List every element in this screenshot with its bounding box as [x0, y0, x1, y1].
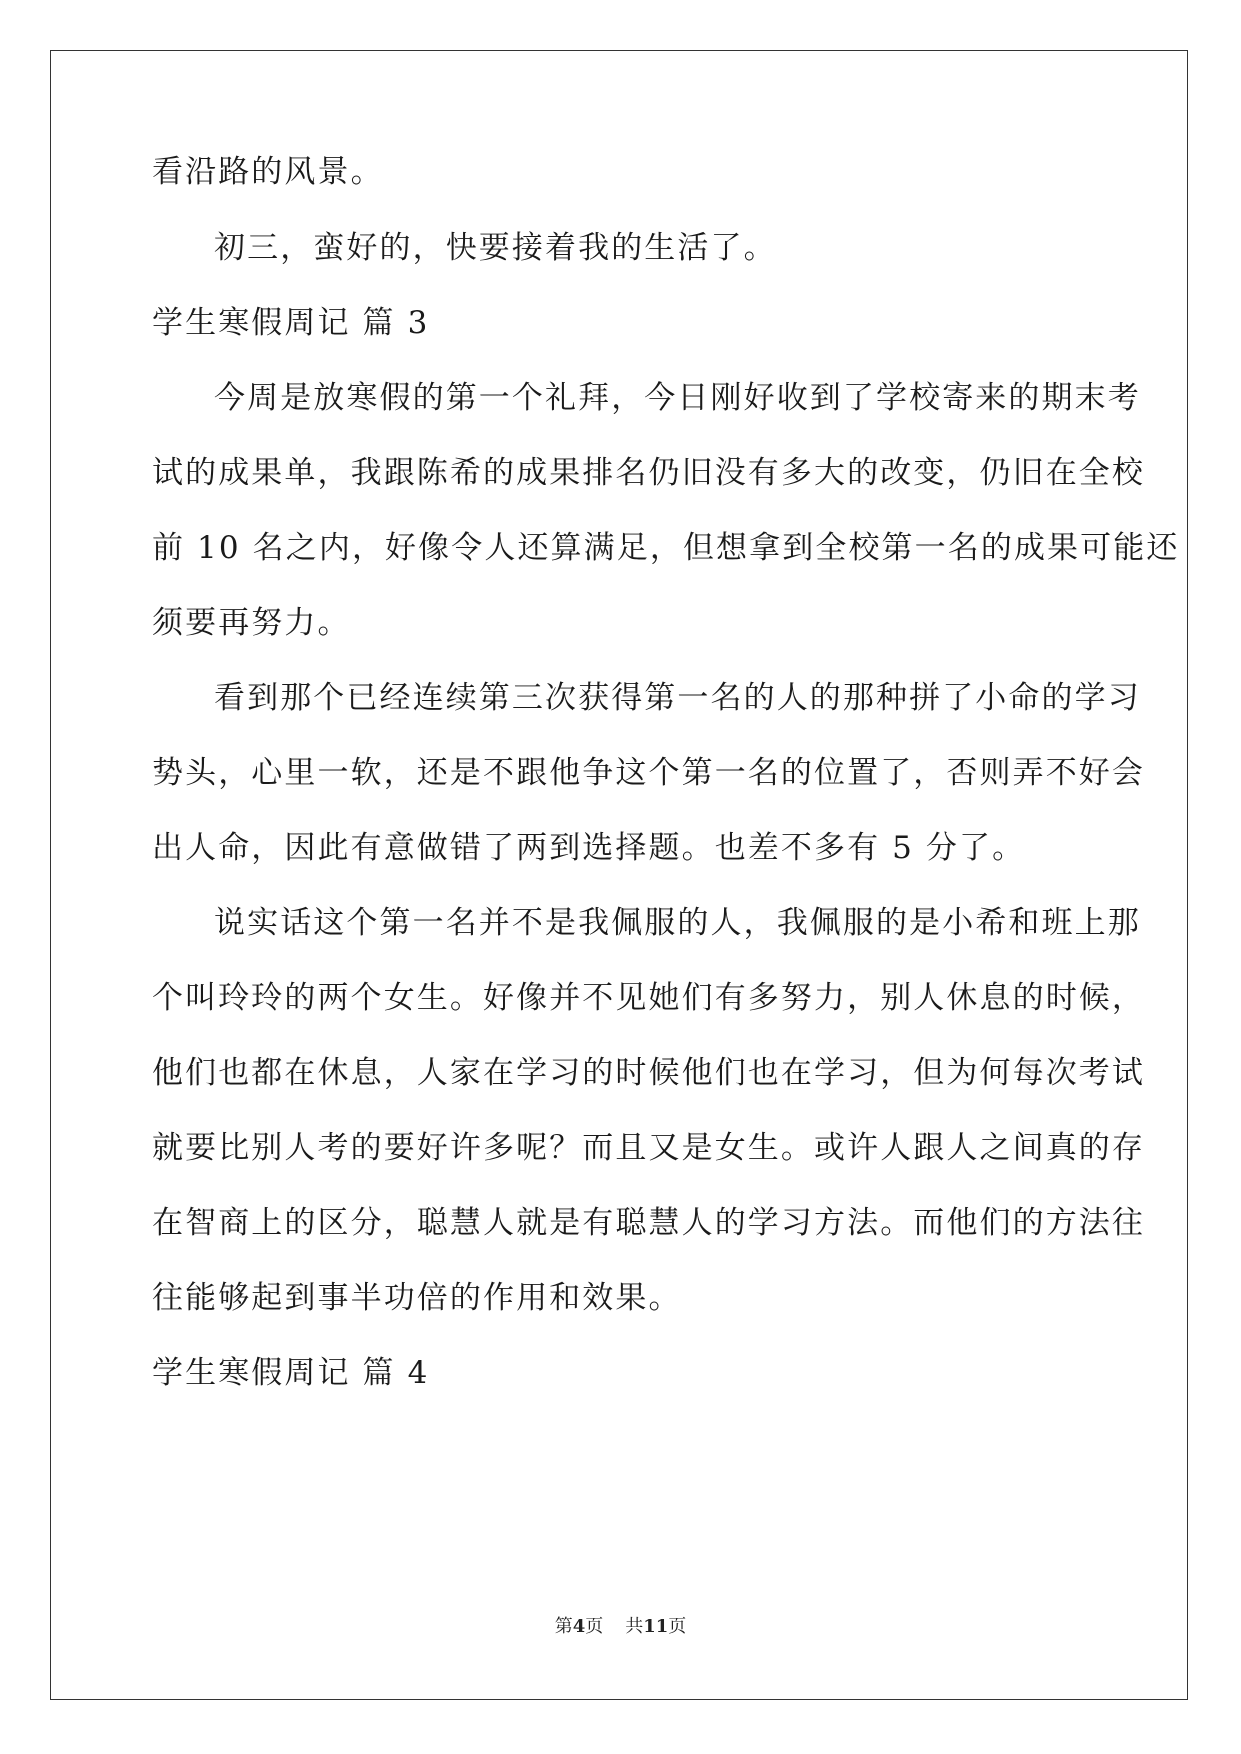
- page-prefix: 第: [554, 1616, 573, 1637]
- paragraph-line: 势头，心里一软，还是不跟他争这个第一名的位置了，否则弄不好会: [152, 755, 1145, 791]
- paragraph-line: 在智商上的区分，聪慧人就是有聪慧人的学习方法。而他们的方法往: [152, 1205, 1145, 1241]
- page-suffix: 页: [585, 1616, 604, 1637]
- paragraph-line: 看沿路的风景。: [152, 154, 384, 190]
- page-border: [50, 50, 1188, 1700]
- total-pages: 11: [643, 1616, 669, 1637]
- page-footer: [0, 1615, 1241, 1639]
- paragraph-line: 前 10 名之内，好像令人还算满足，但想拿到全校第一名的成果可能还: [152, 530, 1180, 566]
- paragraph-line: 他们也都在休息，人家在学习的时候他们也在学习，但为何每次考试: [152, 1055, 1145, 1091]
- paragraph-line: 初三，蛮好的，快要接着我的生活了。: [214, 230, 777, 266]
- total-prefix: 共: [625, 1616, 644, 1637]
- paragraph-line: 今周是放寒假的第一个礼拜，今日刚好收到了学校寄来的期末考: [214, 380, 1141, 416]
- paragraph-line: 就要比别人考的要好许多呢？而且又是女生。或许人跟人之间真的存: [152, 1130, 1145, 1166]
- paragraph-line: 个叫玲玲的两个女生。好像并不见她们有多努力，别人休息的时候，: [152, 980, 1145, 1016]
- paragraph-line: 试的成果单，我跟陈希的成果排名仍旧没有多大的改变，仍旧在全校: [152, 455, 1145, 491]
- paragraph-line: 须要再努力。: [152, 605, 351, 641]
- page-number: 4: [572, 1616, 586, 1637]
- total-suffix: 页: [668, 1616, 687, 1637]
- paragraph-line: 出人命，因此有意做错了两到选择题。也差不多有 5 分了。: [152, 830, 1026, 866]
- section-heading: 学生寒假周记 篇 4: [152, 1355, 430, 1391]
- paragraph-line: 看到那个已经连续第三次获得第一名的人的那种拼了小命的学习: [214, 680, 1141, 716]
- paragraph-line: 说实话这个第一名并不是我佩服的人，我佩服的是小希和班上那: [214, 905, 1141, 941]
- section-heading: 学生寒假周记 篇 3: [152, 305, 430, 341]
- paragraph-line: 往能够起到事半功倍的作用和效果。: [152, 1280, 682, 1316]
